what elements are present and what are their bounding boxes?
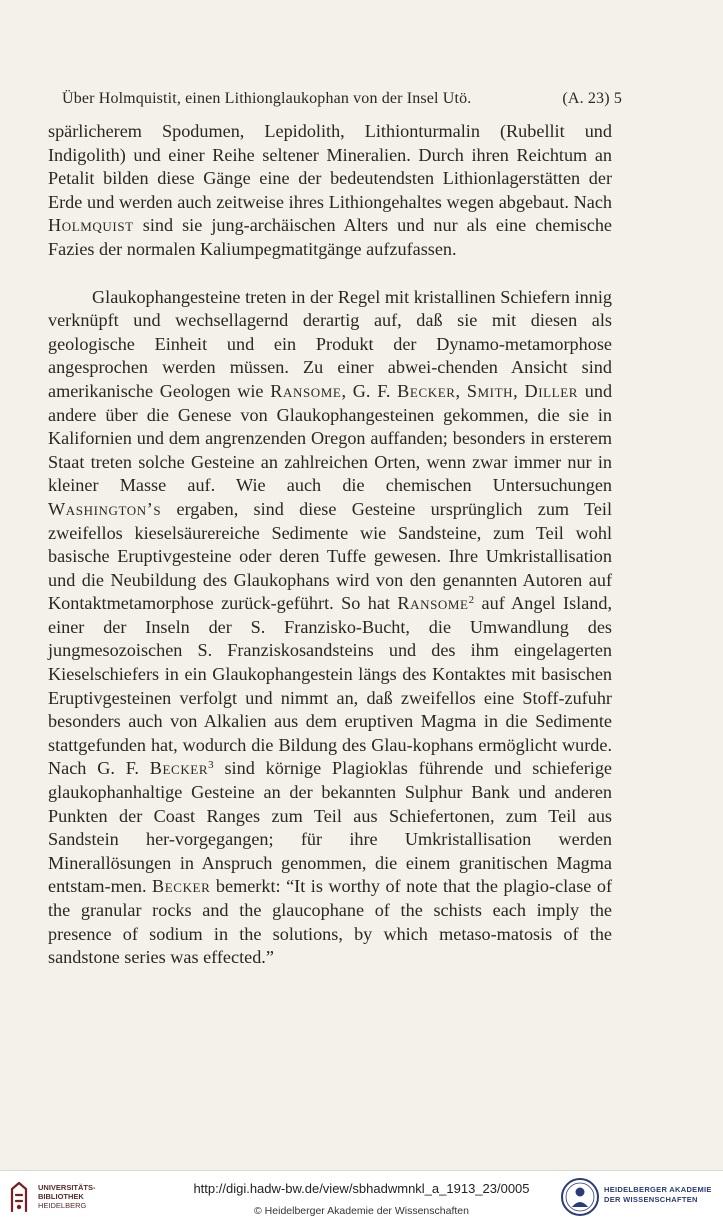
library-name-line: UNIVERSITÄTS- xyxy=(38,1183,96,1192)
author-name: Becker xyxy=(397,380,456,401)
academy-name xyxy=(604,1185,712,1205)
text-run: Glaukophangesteine treten in der Regel mit kristallinen Schiefern innig verknüpft und wechsellagernd derartig auf, daß sie mit diesen als geologische Einheit und ein Produkt der Dynamo-metamorphose angesprochen werden müssen. Zu einer abwei-chenden Ansicht sind amerikanische Geologen wie xyxy=(48,286,612,401)
page-number-block xyxy=(562,90,622,108)
text-run: sind sie jung-archäischen Alters und nur als eine chemische Fazies der normalen Kaliumpegmatitgänge aufzufassen. xyxy=(48,215,613,259)
copyright-notice: © Heidelberger Akademie der Wissenschaften xyxy=(254,1205,469,1217)
text-run: auf Angel Island, einer der Inseln der S. Franzisko-Bucht, die Umwandlung des jungmesozoischen S. Franziskosandsteins und des ihm eingelagerten Kieselschiefers in ein Glaukophangestein längs des Kontaktes mit basischen Eruptivgesteinen verfolgt und nimmt an, daß zweifellos eine Stoff-zufuhr besonders auch von Alkalien aus dem eruptiven Magma in die Sedimente stattgefunden hat, wodurch die Bildung des Glau-kophans ermöglicht wurde. Nach G. F. xyxy=(48,593,613,779)
text-run: ergaben, sind diese Gesteine ursprünglich zum Teil zweifellos kieselsäurereiche Sedimente wie Sandsteine, zum Teil wohl basische Eruptivgesteine oder deren Tuffe gewesen. Ihre Umkristallisation und die Neubildung des Glaukophans wird von den genannten Autoren auf Kontaktmetamorphose zurück-geführt. So hat xyxy=(48,498,612,614)
text-run: spärlicherem Spodumen, Lepidolith, Lithionturmalin (Rubellit und Indigolith) und einer Reihe seltener Mineralien. Durch ihren Reichtum an Petalit bilden diese Gänge eine der bedeutendsten Lithionlagerstätten der Erde und werden auch zeitweise ihres Lithiongehaltes wegen abgebaut. Nach xyxy=(48,121,612,212)
academy-seal-icon xyxy=(560,1177,600,1217)
author-name: Ransome xyxy=(270,380,342,401)
library-name-line: BIBLIOTHEK xyxy=(38,1192,84,1201)
author-name: Holmquist xyxy=(48,215,134,236)
footnote-marker: 2 xyxy=(468,594,475,607)
author-name: Diller xyxy=(524,380,579,401)
body-text xyxy=(48,120,612,970)
series-number: (A. 23) xyxy=(562,90,610,107)
author-name: Smith xyxy=(466,380,514,401)
author-name: Ransome xyxy=(397,593,469,614)
permalink-url[interactable]: http://digi.hadw-bw.de/view/sbhadwmnkl_a_1913_23/0005 xyxy=(193,1181,530,1196)
paragraph-1 xyxy=(48,120,612,262)
author-name: Washington’s xyxy=(48,498,162,519)
author-name: Becker xyxy=(152,876,211,897)
page-number: 5 xyxy=(613,90,622,107)
footnote-marker: 3 xyxy=(208,759,214,772)
author-initials: G. F. xyxy=(352,380,391,401)
text-run: und andere über die Genese von Glaukophangesteinen gekommen, die sie in Kalifornien und dem angrenzenden Oregon auffanden; besonders in ersterem Staat treten solche Gesteine an zahlreichen Orten, wenn zwar immer nur in kleiner Masse auf. Wie auch die chemischen Untersuchungen xyxy=(48,380,613,496)
paragraph-2: Glaukophangesteine treten in der Regel mit kristallinen Schiefern innig verknüpft und wechsellagernd derartig auf, daß sie mit diesen als geologische Einheit und ein Produkt der Dynamo-metamorphose angesprochen werden müssen. Zu einer abwei-chenden Ansicht sind amerikanische Geologen wie Ransome, G. F. Becker, Smith, Diller und andere über die Genese von Glaukophangesteinen gekommen, die sie in Kalifornien und dem angrenzenden Oregon auffanden; besonders in ersterem Staat treten solche Gesteine an zahlreichen Orten, wenn zwar immer nur in kleiner Masse auf. Wie auch die chemischen Untersuchungen Washington’s ergaben, sind diese Gesteine ursprünglich zum Teil zweifellos kieselsäurereiche Sedimente wie Sandsteine, zum Teil wohl basische Eruptivgesteine oder deren Tuffe gewesen. Ihre Umkristallisation und die Neubildung des Glaukophans wird von den genannten Autoren auf Kontaktmetamorphose zurück-geführt. So hat Ransome$^2$ auf Angel Island, einer der Inseln der S. Franzisko-Bucht, die Umwandlung des jungmesozoischen S. Franziskosandsteins und des ihm eingelagerten Kieselschiefers in ein Glaukophangestein längs des Kontaktes mit basischen Eruptivgesteinen verfolgt und nimmt an, daß zweifellos eine Stoff-zufuhr besonders auch von Alkalien aus dem eruptiven Magma in die Sedimente stattgefunden hat, wodurch die Bildung des Glau-kophans ermöglicht wurde. Nach G. F. Becker$^3$ sind körnige Plagioklas führende und schieferige glaukophanhaltige Gesteine an der bekannten Sulphur Bank und anderen Punkten der Coast Ranges zum Teil aus Schiefertonen, zum Teil aus Sandstein her-vorgegangen; für ihre Umkristallisation werden Minerallösungen in Anspruch genommen, die einem granitischen Magma entstam-men. Becker bemerkt: “It is worthy of note that the plagio-clase of the granular rocks and the glaucophane of the schists each imply the presence of sodium in the solutions, by which metaso-matosis of the sandstone series was effected.” xyxy=(48,286,613,968)
academy-name-line: DER WISSENSCHAFTEN xyxy=(604,1195,698,1204)
viewer-footer xyxy=(0,1170,723,1225)
text-run: sind körnige Plagioklas führende und schieferige glaukophanhaltige Gesteine an der bekannten Sulphur Bank und anderen Punkten der Coast Ranges zum Teil aus Schiefertonen, zum Teil aus Sandstein her-vorgegangen; für ihre Umkristallisation werden Minerallösungen in Anspruch genommen, die einem granitischen Magma entstam-men. xyxy=(48,758,613,897)
running-title: Über Holmquistit, einen Lithionglaukophan von der Insel Utö. xyxy=(62,90,472,107)
text-run: bemerkt: “It is worthy of note that the plagio-clase of the granular rocks and the glaucophane of the schists each imply the presence of sodium in the solutions, by which metaso-matosis of the sandstone series was effected.” xyxy=(48,876,613,968)
library-name-line: HEIDELBERG xyxy=(38,1201,87,1210)
running-head xyxy=(62,90,622,108)
author-name: Becker xyxy=(149,758,209,779)
academy-name-line: HEIDELBERGER AKADEMIE xyxy=(604,1185,712,1194)
